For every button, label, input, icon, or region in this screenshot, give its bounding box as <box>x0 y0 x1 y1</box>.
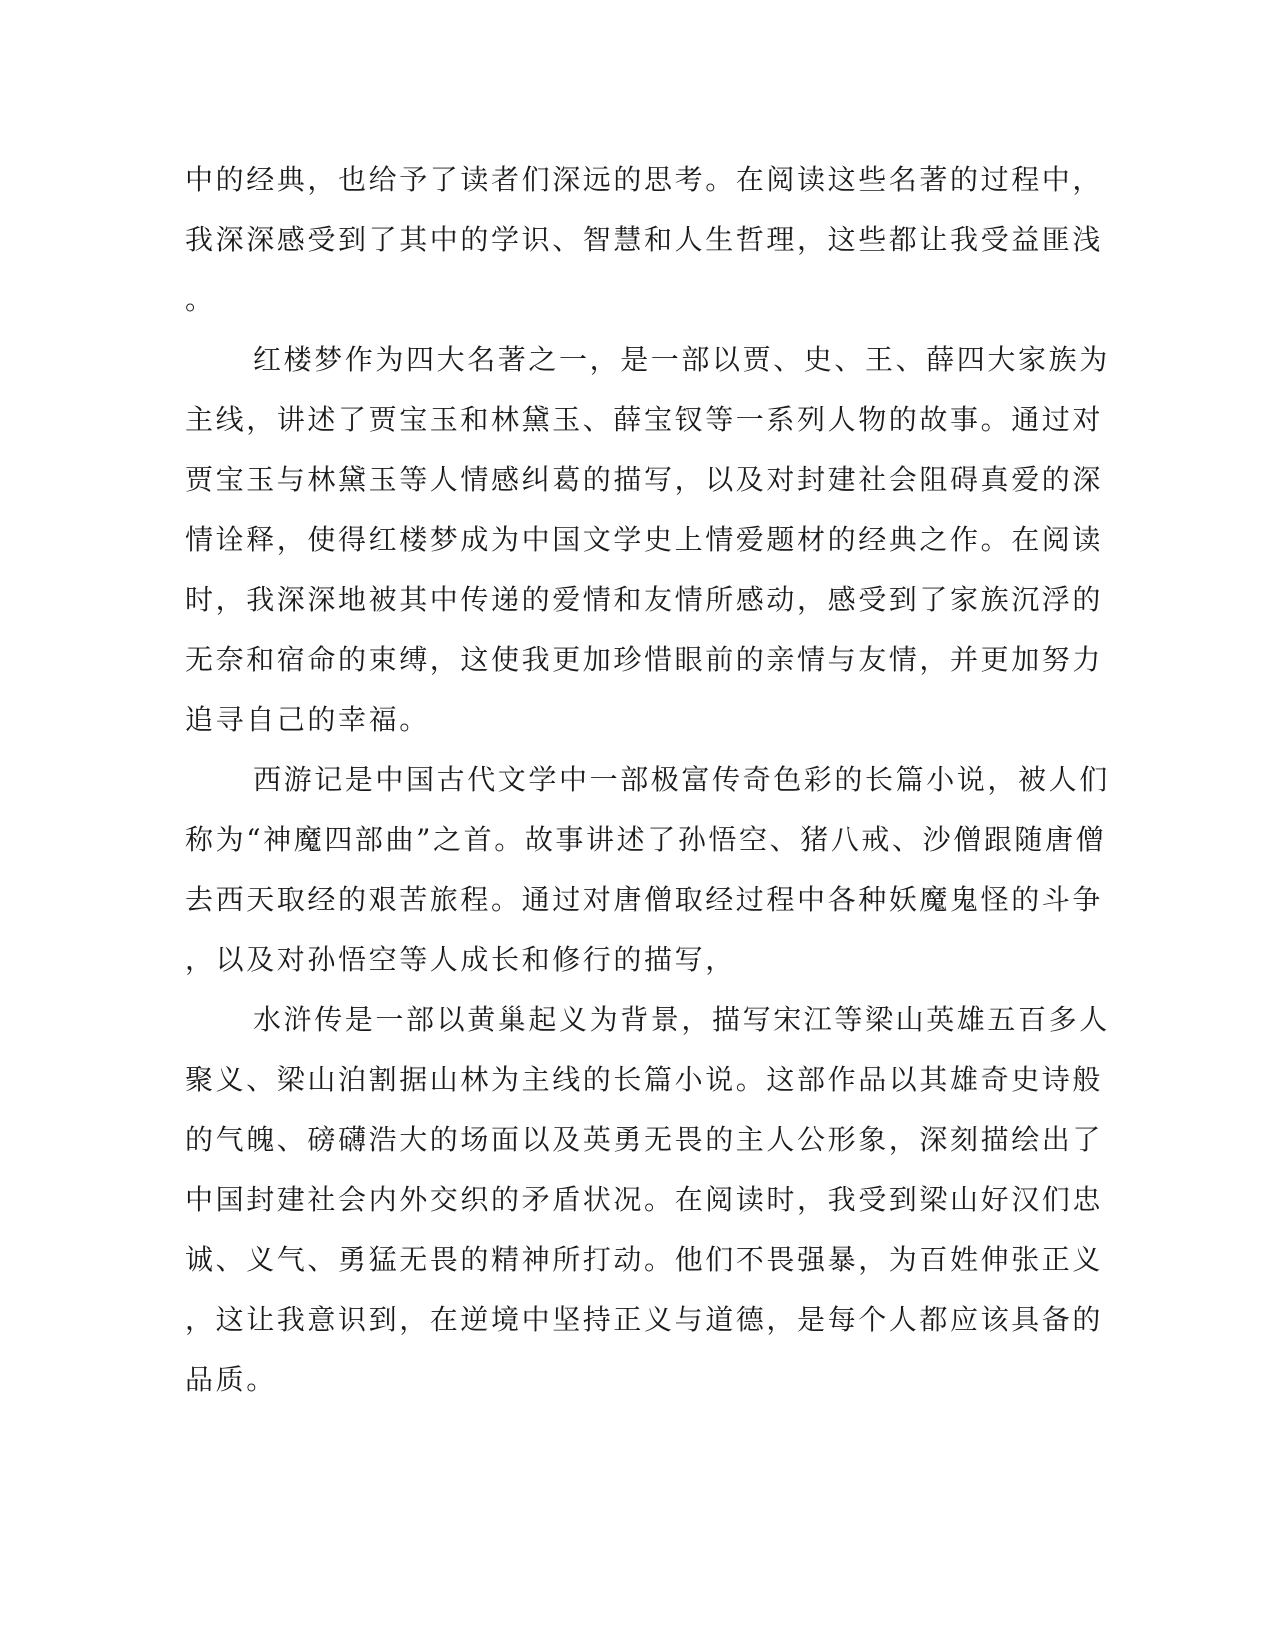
paragraph-shuihu <box>185 990 1110 1410</box>
text-line: 诚、义气、勇猛无畏的精神所打动。他们不畏强暴，为百姓伸张正义 <box>185 1243 1104 1276</box>
text-line: 中国封建社会内外交织的矛盾状况。在阅读时，我受到梁山好汉们忠 <box>185 1183 1104 1216</box>
text-line: 追寻自己的幸福。 <box>185 703 430 736</box>
text-line: 。 <box>185 283 216 316</box>
text-line: 水浒传是一部以黄巢起义为背景，描写宋江等梁山英雄五百多人 <box>253 1003 1110 1036</box>
paragraph-intro-continuation <box>185 150 1104 330</box>
text-line: 我深深感受到了其中的学识、智慧和人生哲理，这些都让我受益匪浅 <box>185 223 1104 256</box>
text-line: 主线，讲述了贾宝玉和林黛玉、薛宝钗等一系列人物的故事。通过对 <box>185 403 1104 436</box>
text-line: 称为“神魔四部曲”之首。故事讲述了孙悟空、猪八戒、沙僧跟随唐僧 <box>185 823 1107 856</box>
text-line: 无奈和宿命的束缚，这使我更加珍惜眼前的亲情与友情，并更加努力 <box>185 643 1104 676</box>
text-line: 时，我深深地被其中传递的爱情和友情所感动，感受到了家族沉浮的 <box>185 583 1104 616</box>
text-line: 的气魄、磅礴浩大的场面以及英勇无畏的主人公形象，深刻描绘出了 <box>185 1123 1104 1156</box>
paragraph-xiyou <box>185 750 1110 990</box>
text-line: 红楼梦作为四大名著之一，是一部以贾、史、王、薛四大家族为 <box>253 343 1110 376</box>
text-line: ，以及对孙悟空等人成长和修行的描写， <box>185 943 736 976</box>
text-line: ，这让我意识到，在逆境中坚持正义与道德，是每个人都应该具备的 <box>185 1303 1104 1336</box>
text-line: 中的经典，也给予了读者们深远的思考。在阅读这些名著的过程中， <box>185 163 1104 196</box>
text-line: 西游记是中国古代文学中一部极富传奇色彩的长篇小说，被人们 <box>253 763 1110 796</box>
text-line: 品质。 <box>185 1363 277 1396</box>
text-line: 去西天取经的艰苦旅程。通过对唐僧取经过程中各种妖魔鬼怪的斗争 <box>185 883 1104 916</box>
text-line: 贾宝玉与林黛玉等人情感纠葛的描写，以及对封建社会阻碍真爱的深 <box>185 463 1104 496</box>
paragraph-honglou <box>185 330 1110 750</box>
text-line: 聚义、梁山泊割据山林为主线的长篇小说。这部作品以其雄奇史诗般 <box>185 1063 1104 1096</box>
text-line: 情诠释，使得红楼梦成为中国文学史上情爱题材的经典之作。在阅读 <box>185 523 1104 556</box>
document-body <box>185 150 1110 1410</box>
